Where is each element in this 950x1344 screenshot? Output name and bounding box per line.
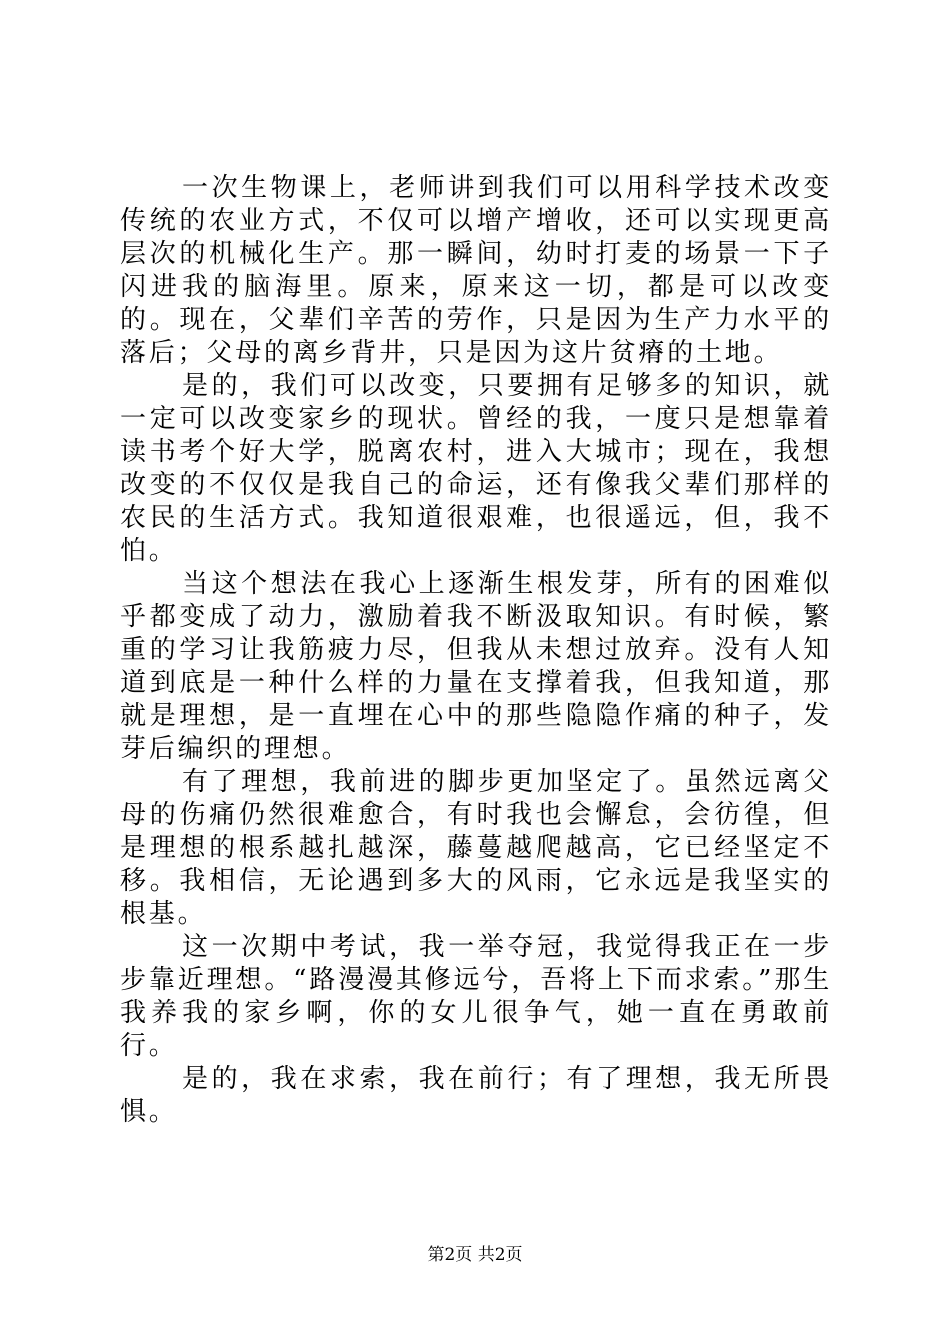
paragraph-2: 是的，我们可以改变，只要拥有足够多的知识，就一定可以改变家乡的现状。曾经的我，一度只是想靠着读书考个好大学，脱离农村，进入大城市；现在，我想改变的不仅仅是我自己的命运，还有像我父辈们那样的农民的生活方式。我知道很艰难，也很遥远，但，我不怕。 [120,371,832,566]
paragraph-3: 当这个想法在我心上逐渐生根发芽，所有的困难似乎都变成了动力，激励着我不断汲取知识。有时候，繁重的学习让我筋疲力尽，但我从未想过放弃。没有人知道到底是一种什么样的力量在支撑着我，但我知道，那就是理想，是一直埋在心中的那些隐隐作痛的种子，发芽后编织的理想。 [120,569,832,764]
body-text [120,172,832,1129]
paragraph-1: 一次生物课上，老师讲到我们可以用科学技术改变传统的农业方式，不仅可以增产增收，还可以实现更高层次的机械化生产。那一瞬间，幼时打麦的场景一下子闪进我的脑海里。原来，原来这一切，都是可以改变的。现在，父辈们辛苦的劳作，只是因为生产力水平的落后；父母的离乡背井，只是因为这片贫瘠的土地。 [120,173,832,368]
paragraph-5: 这一次期中考试，我一举夺冠，我觉得我正在一步步靠近理想。“路漫漫其修远兮，吾将上下而求索。”那生我养我的家乡啊，你的女儿很争气，她一直在勇敢前行。 [120,932,832,1061]
page-number-footer: 第2页 共2页 [427,1245,523,1265]
paragraph-4: 有了理想，我前进的脚步更加坚定了。虽然远离父母的伤痛仍然很难愈合，有时我也会懈怠，会彷徨，但是理想的根系越扎越深，藤蔓越爬越高，它已经坚定不移。我相信，无论遇到多大的风雨，它永远是我坚实的根基。 [120,767,832,929]
paragraph-6: 是的，我在求索，我在前行；有了理想，我无所畏惧。 [120,1064,832,1127]
